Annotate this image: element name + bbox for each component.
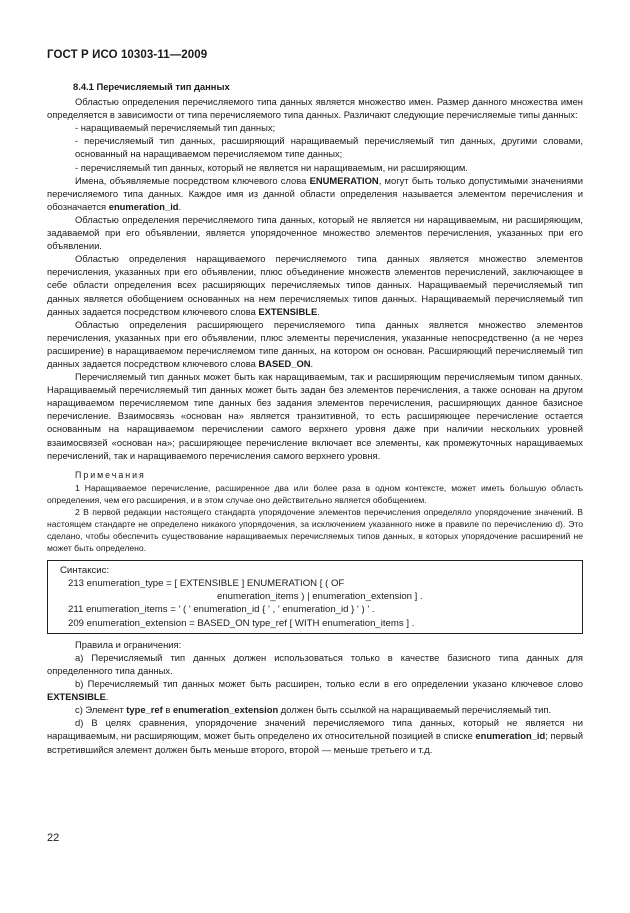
paragraph-intro: Областью определения перечисляемого типа данных является множество имен. Размер данного множества имен определяется в зависимости от типа перечисляемого типа данных. Различают следующие перечисляемые типы данных: (47, 96, 583, 121)
note-item: 1 Наращиваемое перечисление, расширенное два или более раза в одном контексте, может иметь большую область определения, чем его расширения, и в этом случае оно действительно является обобщением. (47, 482, 583, 505)
rule-c: c) Элемент type_ref в enumeration_extension должен быть ссылкой на наращиваемый перечисляемый тип. (75, 704, 552, 716)
list-item: - перечисляемый тип данных, расширяющий наращиваемый перечисляемый тип данных, другими словами, основанный на наращиваемом перечисляемом типе данных; (75, 135, 583, 160)
page-content (47, 80, 583, 756)
keyword-extensible: EXTENSIBLE (47, 691, 106, 703)
document-header: ГОСТ Р ИСО 10303-11—2009 (47, 49, 208, 61)
rules-title: Правила и ограничения: (75, 638, 182, 650)
page-number: 22 (47, 832, 60, 844)
paragraph-enumeration-names: Имена, объявляемые посредством ключевого слова ENUMERATION, могут быть только допустимыми значениями перечисляемого типа данных. Каждое имя из данной области определения называется элементом перечисления и обозначается enumeration_id. (47, 174, 583, 212)
paragraph-extending-domain: Областью определения расширяющего перечисляемого типа данных является множество элементов перечисления, указанных при его объявлении, плюс элементы перечисления, указанные непосредственно (а не через расширение) в наращиваемом перечисляемом типе данных, на котором он основан. Расширяющий перечисляемый тип данных задается посредством ключевого слова BASED_ON. (47, 318, 583, 369)
section-heading: 8.4.1 Перечисляемый тип данных (73, 81, 230, 92)
keyword-extensible: EXTENSIBLE (258, 305, 318, 317)
syntax-line: 209 enumeration_extension = BASED_ON type_ref [ WITH enumeration_items ] . (68, 617, 415, 629)
syntax-line: 211 enumeration_items = ' ( ' enumeration_id { ' , ' enumeration_id } ' ) ' . (68, 604, 375, 616)
keyword-enumeration-id: enumeration_id (108, 200, 179, 212)
syntax-line: enumeration_items ) | enumeration_extension ] . (217, 591, 423, 603)
rule-b: b) Перечисляемый тип данных может быть расширен, только если в его определении указано ключевое слово EXTENSIBLE. (47, 678, 583, 703)
keyword-enumeration-extension: enumeration_extension (172, 704, 279, 716)
list-item: - перечисляемый тип данных, который не является ни наращиваемым, ни расширяющим. (75, 161, 468, 173)
syntax-title: Синтаксис: (60, 564, 110, 576)
note-item: 2 В первой редакции настоящего стандарта упорядочение элементов перечисления определяло упорядочение значений. В настоящем стандарте не определено никакого упорядочения, за исключением указанного ниже в правиле по перечислению d). Это сделано, чтобы обеспечить существование наращиваемых перечисляемых типов данных, в которых упорядочение расширений не может быть определено. (47, 506, 583, 553)
keyword-enumeration-id: enumeration_id (475, 730, 546, 742)
keyword-based-on: BASED_ON (258, 357, 311, 369)
rule-d: d) В целях сравнения, упорядочение значений перечисляемого типа данных, который не является ни наращиваемым, ни расширяющим, может быть определено их относительной позицией в списке enumeration_id; первый встретившийся элемент должен быть меньше второго, второй — меньше третьего и т.д. (47, 717, 583, 755)
syntax-line: 213 enumeration_type = [ EXTENSIBLE ] ENUMERATION [ ( OF (68, 578, 345, 590)
rule-a: a) Перечисляемый тип данных должен использоваться только в качестве базисного типа данных для определенного типа данных. (47, 651, 583, 677)
paragraph-simple-domain: Областью определения перечисляемого типа данных, который не является ни наращиваемым, ни расширяющим, задаваемой при его объявлении, является упорядоченное множество элементов перечисления, указанных при его объявлении. (47, 213, 583, 252)
paragraph-transitive: Перечисляемый тип данных может быть как наращиваемым, так и расширяющим перечисляемым типом данных. Наращиваемый перечисляемый тип данных может быть задан без элементов перечисления, а также основан на другом наращиваемом перечисляемом типе данных без задания элементов перечисления, расширяющих данное базисное перечисление. Взаимосвязь «основан на» является транзитивной, то есть расширяющее перечисление остается основанным на наращиваемом перечислении самого верхнего уровня даже при наличии нескольких уровней взаимосвязей «основан на»; расширяющее перечисление включает все элементы, как промежуточных наращиваемых перечислений, так и наращиваемого перечисления самого верхнего уровня. (47, 371, 583, 461)
syntax-box (47, 560, 583, 634)
notes-title: Примечания (75, 469, 146, 480)
list-item: - наращиваемый перечисляемый тип данных; (75, 122, 276, 134)
paragraph-extensible-domain: Областью определения наращиваемого перечисляемого типа данных является множество элементов перечисления, указанных при его объявлении, плюс объединение множеств элементов перечислений, заключающее в себе области определения всех расширяющих перечисляемых типов данных. Наращиваемый перечисляемый тип данных является обобщением основанных на нем перечисляемых типов данных. Наращиваемый перечисляемый тип данных задается посредством ключевого слова EXTENSIBLE. (47, 253, 583, 317)
keyword-type-ref: type_ref (126, 704, 163, 716)
keyword-enumeration: ENUMERATION (309, 174, 379, 186)
rules-section (47, 638, 583, 756)
